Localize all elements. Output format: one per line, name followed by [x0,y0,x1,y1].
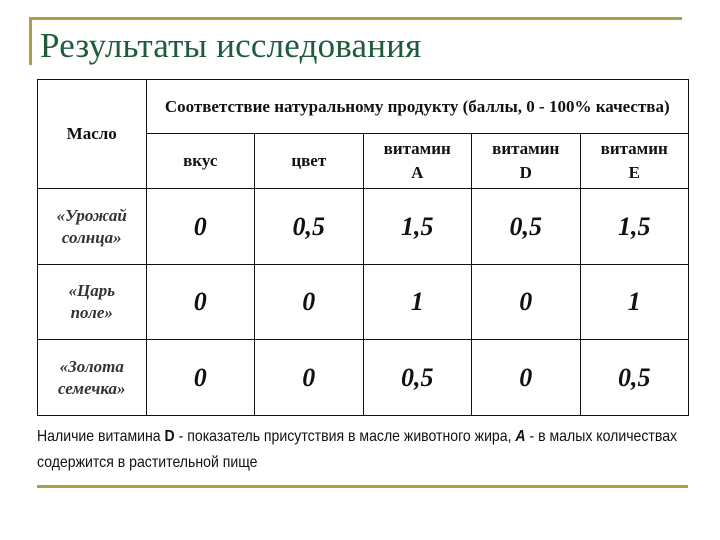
row-label: «Золота семечка» [38,340,147,416]
cell-value: 0 [472,340,581,416]
row-label: «Урожай солнца» [38,189,147,265]
note-text: - показатель присутствия в масле животного жира, [174,428,516,445]
cell-value: 0 [255,265,364,340]
cell-value: 1 [580,265,689,340]
slide-title: Результаты исследования [40,26,422,65]
table-row [38,189,689,265]
row-label: «Царь поле» [38,265,147,340]
header-vitamin-a: витамин A [363,134,472,189]
cell-value: 1,5 [580,189,689,265]
results-table [37,79,689,416]
cell-value: 1,5 [363,189,472,265]
header-vitamin-e: витамин E [580,134,689,189]
note-text: Наличие витамина [37,428,165,445]
title-accent-bar [29,17,32,65]
header-group: Соответствие натуральному продукту (баллы, 0 - 100% качества) [146,80,689,134]
cell-value: 0,5 [255,189,364,265]
header-color: цвет [255,134,364,189]
cell-value: 0 [255,340,364,416]
note-text: - в малых количествах содержится в растительной пище [37,428,678,471]
table-row [38,340,689,416]
cell-value: 0 [146,265,255,340]
table-row [38,265,689,340]
note-vitamin-a: A [515,428,526,445]
header-taste: вкус [146,134,255,189]
cell-value: 0,5 [472,189,581,265]
note-vitamin-d: D [164,428,175,445]
header-vitamin-d: витамин D [472,134,581,189]
header-oil: Масло [38,80,147,189]
cell-value: 0 [472,265,581,340]
cell-value: 0,5 [580,340,689,416]
footnote [37,424,697,476]
cell-value: 0 [146,340,255,416]
cell-value: 0 [146,189,255,265]
top-rule [30,17,682,20]
bottom-rule [37,485,688,488]
cell-value: 0,5 [363,340,472,416]
cell-value: 1 [363,265,472,340]
